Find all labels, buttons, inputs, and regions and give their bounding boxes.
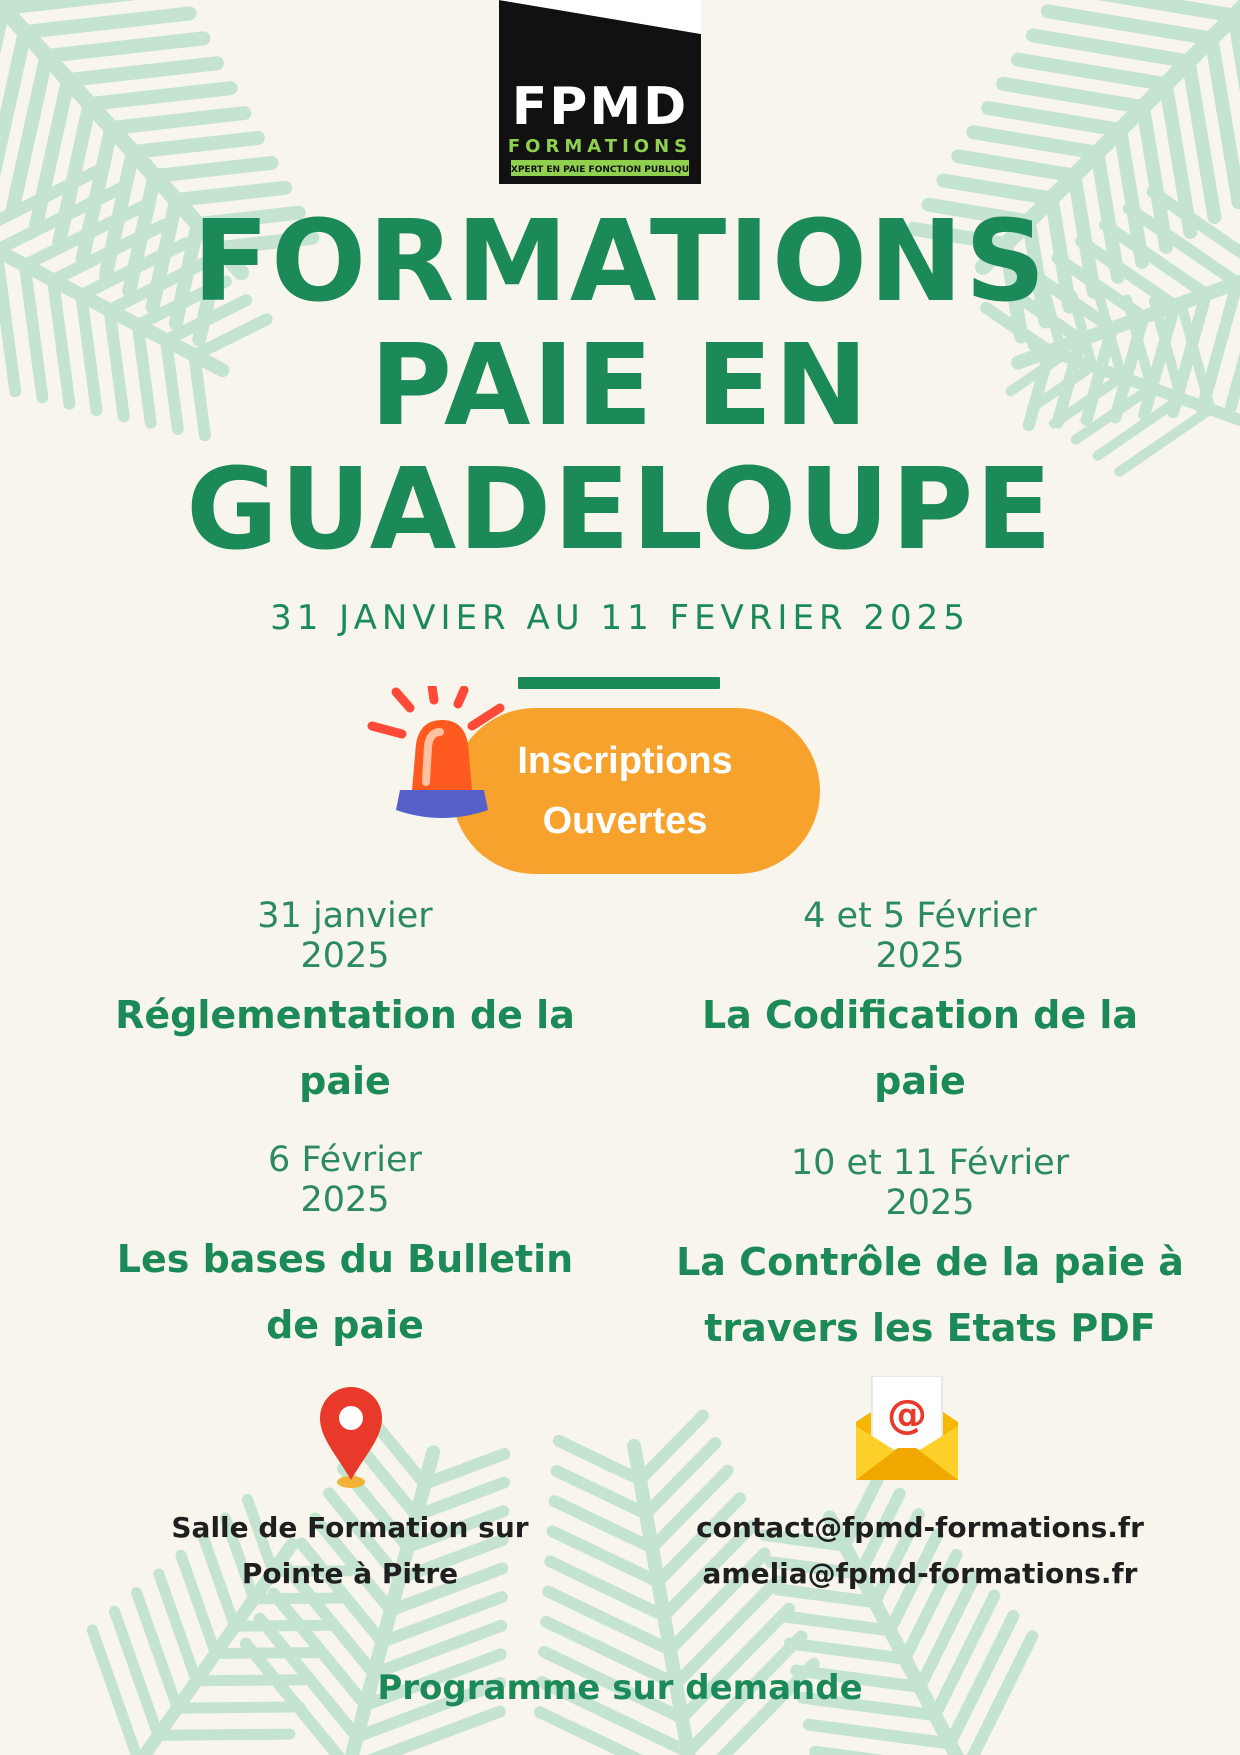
session-2-date: 4 et 5 Février 2025 xyxy=(803,896,1037,976)
siren-icon xyxy=(360,686,520,826)
logo-sub: FORMATIONS xyxy=(507,136,693,157)
date-range: 31 JANVIER AU 11 FEVRIER 2025 xyxy=(270,598,970,638)
badge-line-1: Inscriptions xyxy=(517,740,733,782)
session-3 xyxy=(110,1140,580,1358)
title-line-2: PAIE EN xyxy=(370,321,870,451)
main-title xyxy=(0,197,1240,575)
location-pin-icon xyxy=(316,1384,386,1492)
title-line-3: GUADELOUPE xyxy=(186,445,1054,575)
session-2-title: La Codification de la paie xyxy=(701,993,1139,1103)
session-2 xyxy=(670,896,1170,1114)
logo-tagline: EXPERT EN PAIE FONCTION PUBLIQUE xyxy=(504,165,696,175)
location-text xyxy=(150,1505,550,1597)
session-4 xyxy=(670,1143,1190,1361)
session-1 xyxy=(110,896,580,1114)
session-4-title: La Contrôle de la paie à travers les Etats PDF xyxy=(676,1240,1184,1350)
divider xyxy=(518,677,720,689)
email-link-contact[interactable]: contact@fpmd-formations.fr xyxy=(696,1511,1144,1544)
email-link-amelia[interactable]: amelia@fpmd-formations.fr xyxy=(702,1557,1138,1590)
session-4-date: 10 et 11 Février 2025 xyxy=(790,1143,1070,1223)
badge-line-2: Ouvertes xyxy=(542,800,708,842)
program-note: Programme sur demande xyxy=(377,1668,863,1708)
svg-text:@: @ xyxy=(887,1392,927,1438)
session-1-title: Réglementation de la paie xyxy=(115,993,575,1103)
mail-icon xyxy=(852,1376,962,1484)
title-line-1: FORMATIONS xyxy=(192,197,1048,327)
email-list xyxy=(660,1505,1180,1597)
session-3-title: Les bases du Bulletin de paie xyxy=(116,1237,574,1347)
session-3-date: 6 Février 2025 xyxy=(268,1140,422,1220)
session-1-date: 31 janvier 2025 xyxy=(257,896,433,976)
fpmd-logo xyxy=(499,0,701,184)
logo-name: FPMD xyxy=(511,77,689,137)
location-line-2: Pointe à Pitre xyxy=(241,1557,459,1590)
location-line-1: Salle de Formation sur xyxy=(171,1511,529,1544)
